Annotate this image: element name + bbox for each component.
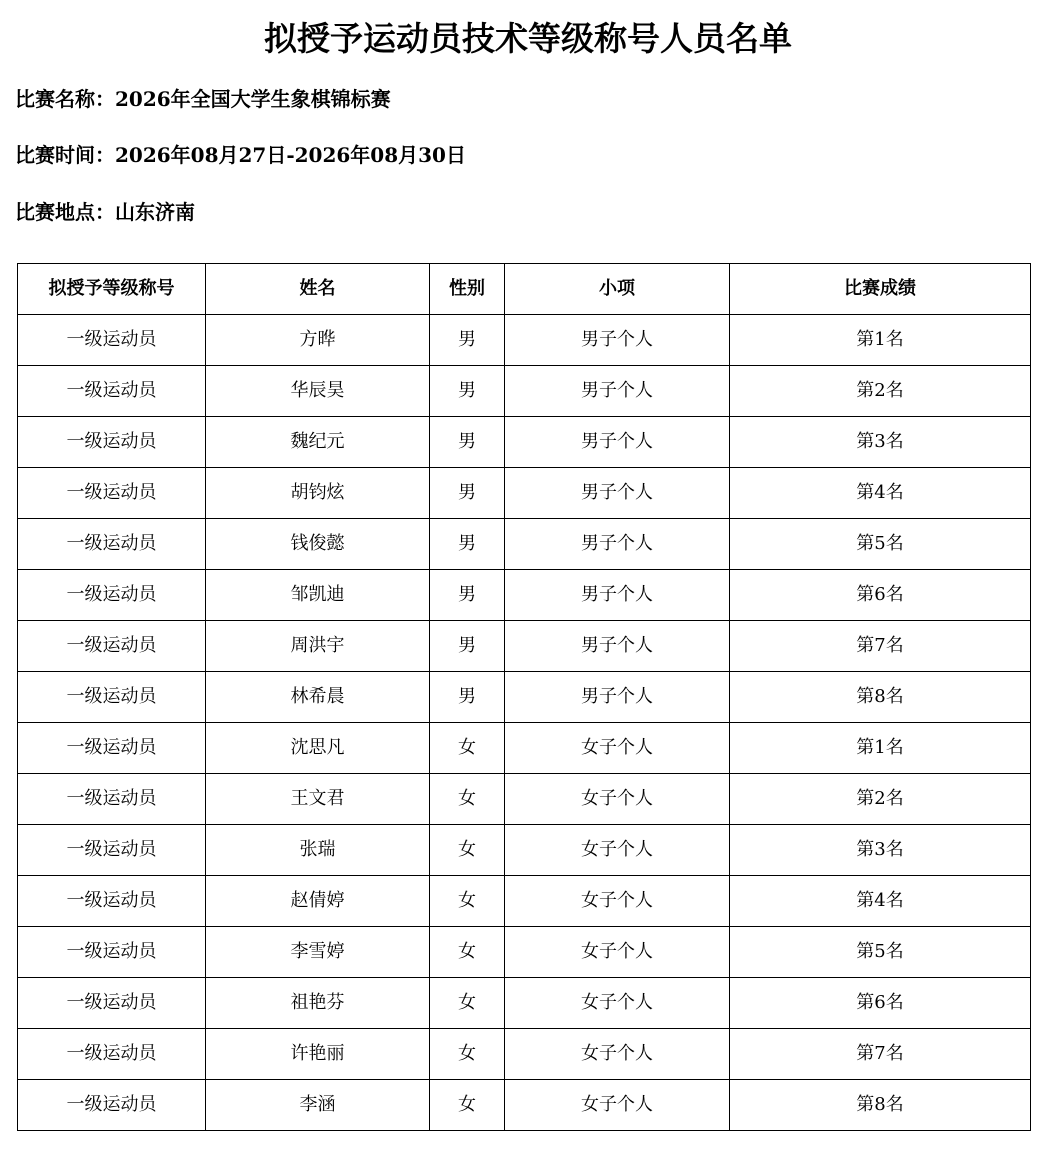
competition-place-value: 山东济南 bbox=[115, 200, 195, 224]
cell-result: 第1名 bbox=[730, 723, 1031, 774]
table-row bbox=[18, 570, 1031, 621]
cell-name: 李涵 bbox=[206, 1080, 430, 1131]
cell-name: 方晔 bbox=[206, 315, 430, 366]
competition-name-value: 2026年全国大学生象棋锦标赛 bbox=[115, 87, 391, 111]
cell-gender: 女 bbox=[430, 1080, 505, 1131]
table-row bbox=[18, 519, 1031, 570]
cell-event: 男子个人 bbox=[505, 672, 730, 723]
table-row bbox=[18, 672, 1031, 723]
cell-event: 女子个人 bbox=[505, 1029, 730, 1080]
cell-name: 祖艳芬 bbox=[206, 978, 430, 1029]
table-row bbox=[18, 315, 1031, 366]
table-row bbox=[18, 825, 1031, 876]
cell-name: 沈思凡 bbox=[206, 723, 430, 774]
cell-name: 钱俊懿 bbox=[206, 519, 430, 570]
cell-result: 第6名 bbox=[730, 978, 1031, 1029]
cell-name: 华辰昊 bbox=[206, 366, 430, 417]
cell-grade-title: 一级运动员 bbox=[18, 570, 206, 621]
cell-result: 第1名 bbox=[730, 315, 1031, 366]
cell-name: 林希晨 bbox=[206, 672, 430, 723]
cell-event: 女子个人 bbox=[505, 825, 730, 876]
cell-result: 第3名 bbox=[730, 417, 1031, 468]
athlete-roster-table bbox=[17, 263, 1031, 1131]
cell-event: 男子个人 bbox=[505, 468, 730, 519]
cell-grade-title: 一级运动员 bbox=[18, 978, 206, 1029]
cell-event: 男子个人 bbox=[505, 570, 730, 621]
table-row bbox=[18, 1080, 1031, 1131]
cell-grade-title: 一级运动员 bbox=[18, 519, 206, 570]
cell-gender: 女 bbox=[430, 1029, 505, 1080]
competition-place-line bbox=[15, 197, 195, 227]
cell-grade-title: 一级运动员 bbox=[18, 621, 206, 672]
header-result: 比赛成绩 bbox=[730, 264, 1031, 315]
header-name: 姓名 bbox=[206, 264, 430, 315]
cell-result: 第4名 bbox=[730, 876, 1031, 927]
table-row bbox=[18, 621, 1031, 672]
cell-result: 第8名 bbox=[730, 672, 1031, 723]
cell-event: 女子个人 bbox=[505, 1080, 730, 1131]
table-row bbox=[18, 468, 1031, 519]
cell-event: 女子个人 bbox=[505, 876, 730, 927]
cell-name: 王文君 bbox=[206, 774, 430, 825]
table-row bbox=[18, 417, 1031, 468]
cell-gender: 女 bbox=[430, 876, 505, 927]
cell-result: 第4名 bbox=[730, 468, 1031, 519]
cell-name: 许艳丽 bbox=[206, 1029, 430, 1080]
competition-name-label: 比赛名称： bbox=[15, 87, 115, 111]
cell-grade-title: 一级运动员 bbox=[18, 774, 206, 825]
cell-name: 胡钧炫 bbox=[206, 468, 430, 519]
competition-place-label: 比赛地点： bbox=[15, 200, 115, 224]
cell-grade-title: 一级运动员 bbox=[18, 723, 206, 774]
table-header-row bbox=[18, 264, 1031, 315]
table-row bbox=[18, 1029, 1031, 1080]
cell-gender: 男 bbox=[430, 672, 505, 723]
cell-name: 张瑞 bbox=[206, 825, 430, 876]
cell-grade-title: 一级运动员 bbox=[18, 825, 206, 876]
cell-name: 魏纪元 bbox=[206, 417, 430, 468]
cell-name: 李雪婷 bbox=[206, 927, 430, 978]
cell-result: 第8名 bbox=[730, 1080, 1031, 1131]
cell-gender: 女 bbox=[430, 978, 505, 1029]
cell-name: 邹凯迪 bbox=[206, 570, 430, 621]
header-event: 小项 bbox=[505, 264, 730, 315]
cell-result: 第5名 bbox=[730, 927, 1031, 978]
cell-event: 男子个人 bbox=[505, 315, 730, 366]
page-title: 拟授予运动员技术等级称号人员名单 bbox=[264, 19, 792, 58]
cell-gender: 女 bbox=[430, 825, 505, 876]
cell-name: 周洪宇 bbox=[206, 621, 430, 672]
cell-gender: 男 bbox=[430, 315, 505, 366]
cell-gender: 男 bbox=[430, 519, 505, 570]
table-row bbox=[18, 723, 1031, 774]
cell-gender: 女 bbox=[430, 723, 505, 774]
cell-gender: 女 bbox=[430, 774, 505, 825]
cell-grade-title: 一级运动员 bbox=[18, 468, 206, 519]
table-row bbox=[18, 927, 1031, 978]
competition-name-line bbox=[15, 84, 391, 114]
cell-grade-title: 一级运动员 bbox=[18, 417, 206, 468]
competition-time-line bbox=[15, 140, 466, 170]
cell-event: 男子个人 bbox=[505, 621, 730, 672]
cell-grade-title: 一级运动员 bbox=[18, 672, 206, 723]
cell-gender: 男 bbox=[430, 468, 505, 519]
cell-result: 第2名 bbox=[730, 366, 1031, 417]
cell-result: 第3名 bbox=[730, 825, 1031, 876]
cell-grade-title: 一级运动员 bbox=[18, 876, 206, 927]
cell-event: 女子个人 bbox=[505, 978, 730, 1029]
cell-grade-title: 一级运动员 bbox=[18, 1080, 206, 1131]
table-row bbox=[18, 978, 1031, 1029]
cell-result: 第5名 bbox=[730, 519, 1031, 570]
cell-gender: 男 bbox=[430, 366, 505, 417]
header-grade-title: 拟授予等级称号 bbox=[18, 264, 206, 315]
table-row bbox=[18, 774, 1031, 825]
cell-event: 男子个人 bbox=[505, 417, 730, 468]
cell-grade-title: 一级运动员 bbox=[18, 1029, 206, 1080]
cell-result: 第7名 bbox=[730, 1029, 1031, 1080]
header-gender: 性别 bbox=[430, 264, 505, 315]
table-body bbox=[18, 315, 1031, 1131]
cell-gender: 男 bbox=[430, 621, 505, 672]
cell-event: 女子个人 bbox=[505, 927, 730, 978]
cell-event: 男子个人 bbox=[505, 519, 730, 570]
cell-result: 第2名 bbox=[730, 774, 1031, 825]
cell-name: 赵倩婷 bbox=[206, 876, 430, 927]
cell-result: 第6名 bbox=[730, 570, 1031, 621]
cell-grade-title: 一级运动员 bbox=[18, 315, 206, 366]
cell-event: 女子个人 bbox=[505, 774, 730, 825]
cell-grade-title: 一级运动员 bbox=[18, 366, 206, 417]
competition-time-value: 2026年08月27日-2026年08月30日 bbox=[115, 143, 466, 167]
cell-event: 男子个人 bbox=[505, 366, 730, 417]
cell-gender: 男 bbox=[430, 570, 505, 621]
competition-time-label: 比赛时间： bbox=[15, 143, 115, 167]
cell-event: 女子个人 bbox=[505, 723, 730, 774]
table-row bbox=[18, 876, 1031, 927]
cell-result: 第7名 bbox=[730, 621, 1031, 672]
table-row bbox=[18, 366, 1031, 417]
cell-gender: 女 bbox=[430, 927, 505, 978]
cell-gender: 男 bbox=[430, 417, 505, 468]
cell-grade-title: 一级运动员 bbox=[18, 927, 206, 978]
